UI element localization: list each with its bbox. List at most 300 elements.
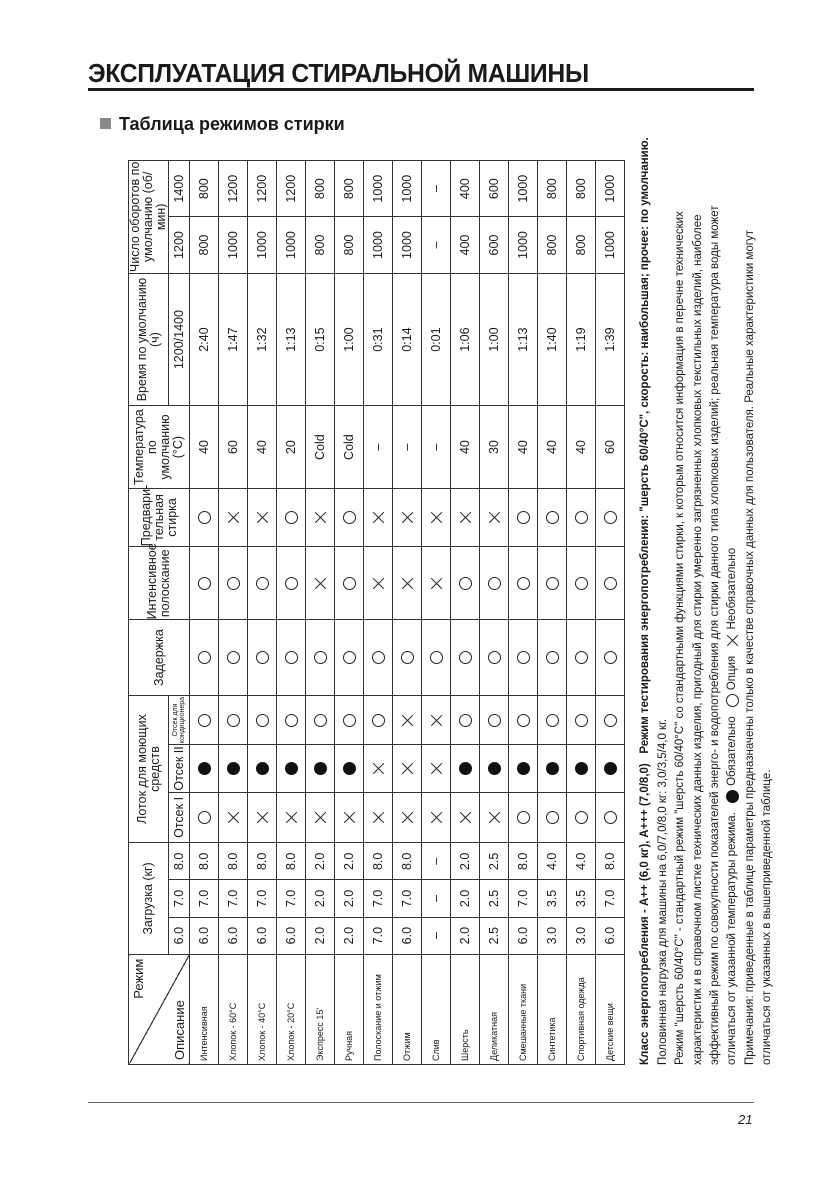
- footer-divider: [88, 1102, 754, 1103]
- option-icon: [546, 714, 559, 727]
- page-title: ЭКСПЛУАТАЦИЯ СТИРАЛЬНОЙ МАШИНЫ: [88, 58, 589, 88]
- option-icon: [459, 714, 472, 727]
- delay-cell: [277, 620, 306, 695]
- intensive-rinse-cell: [306, 547, 335, 620]
- spin-cell: –: [422, 161, 451, 217]
- spin-cell: 1000: [393, 161, 422, 217]
- not-needed-icon: [256, 511, 269, 524]
- option-icon: [488, 714, 501, 727]
- not-needed-icon: [430, 511, 443, 524]
- spin-cell: 1000: [219, 217, 248, 273]
- required-icon: [575, 762, 588, 775]
- option-icon: [285, 511, 298, 524]
- spin-cell: 800: [190, 161, 219, 217]
- energy-line: [637, 137, 654, 1065]
- delay-cell: [364, 620, 393, 695]
- table-row: [596, 161, 625, 1065]
- mode-name-cell: Деликатная: [480, 954, 509, 1064]
- load-cell: 8.0: [364, 843, 393, 880]
- not-needed-icon: [430, 811, 443, 824]
- option-icon: [285, 651, 298, 664]
- mode-name-cell: Хлопок - 40°C: [248, 954, 277, 1064]
- time-cell: 2:40: [190, 273, 219, 406]
- not-needed-icon: [227, 811, 240, 824]
- required-icon: [227, 762, 240, 775]
- prewash-cell: [451, 488, 480, 547]
- required-icon: [488, 762, 501, 775]
- mode-name-cell: Экспресс 15': [306, 954, 335, 1064]
- load-cell: 2.5: [480, 917, 509, 954]
- option-icon: [517, 714, 530, 727]
- option-icon: [604, 577, 617, 590]
- load-cell: 6.0: [219, 917, 248, 954]
- load-cell: 6.0: [393, 917, 422, 954]
- compartment1-cell: [509, 792, 538, 843]
- table-row: [190, 161, 219, 1065]
- not-needed-icon: [430, 714, 443, 727]
- delay-cell: [509, 620, 538, 695]
- compartment1-cell: [364, 792, 393, 843]
- spin-cell: 800: [306, 161, 335, 217]
- temperature-cell: 60: [219, 406, 248, 488]
- delay-cell: [480, 620, 509, 695]
- spin-cell: 1200: [248, 161, 277, 217]
- softener-cell: [567, 695, 596, 745]
- option-icon: [517, 577, 530, 590]
- mode-name-cell: Отжим: [393, 954, 422, 1064]
- delay-cell: [393, 620, 422, 695]
- mode-header-label: Режим: [131, 958, 146, 999]
- intensive-rinse-cell: [248, 547, 277, 620]
- time-cell: 0:31: [364, 273, 393, 406]
- delay-cell: [422, 620, 451, 695]
- required-icon: [314, 762, 327, 775]
- option-icon: [575, 714, 588, 727]
- rotated-content: [128, 137, 774, 1065]
- spin-cell: 800: [538, 217, 567, 273]
- spin-cell: 1000: [393, 217, 422, 273]
- load-cell: 7.0: [190, 880, 219, 917]
- table-row: [451, 161, 480, 1065]
- spin-col-header: 1400: [169, 161, 190, 217]
- softener-cell: [480, 695, 509, 745]
- required-icon: [256, 762, 269, 775]
- not-needed-icon: [372, 811, 385, 824]
- not-needed-icon: [256, 811, 269, 824]
- compartment2-cell: [480, 745, 509, 792]
- softener-cell: [538, 695, 567, 745]
- option-icon: [256, 577, 269, 590]
- option-icon: [575, 577, 588, 590]
- load-cell: 7.0: [364, 880, 393, 917]
- section-title: [100, 114, 345, 135]
- option-icon: [256, 714, 269, 727]
- compartment2-cell: [538, 745, 567, 792]
- spin-cell: 400: [451, 161, 480, 217]
- load-cell: 6.0: [596, 917, 625, 954]
- mode-name-cell: Интенсивная: [190, 954, 219, 1064]
- option-icon: [488, 577, 501, 590]
- option-icon: [575, 651, 588, 664]
- temperature-cell: –: [393, 406, 422, 488]
- softener-cell: [509, 695, 538, 745]
- option-icon: [546, 811, 559, 824]
- intensive-rinse-cell: [596, 547, 625, 620]
- load-cell: 2.0: [306, 843, 335, 880]
- option-icon: [314, 714, 327, 727]
- required-icon: [726, 790, 739, 803]
- softener-cell: [335, 695, 364, 745]
- energy-class: Класс энергопотребления - A++ (6,0 кг), A+++ (7,0/8,0): [639, 763, 652, 1065]
- compartment2-cell: [219, 745, 248, 792]
- option-icon: [198, 714, 211, 727]
- option-icon: [575, 811, 588, 824]
- not-needed-icon: [488, 811, 501, 824]
- load-col-header: 6.0: [169, 917, 190, 954]
- load-cell: 8.0: [248, 843, 277, 880]
- not-needed-icon: [459, 511, 472, 524]
- intensive-rinse-cell: [364, 547, 393, 620]
- time-cell: 0:15: [306, 273, 335, 406]
- load-cell: 6.0: [277, 917, 306, 954]
- load-cell: 3.0: [538, 917, 567, 954]
- softener-header: Отсек для кондиционера: [169, 695, 190, 745]
- not-needed-icon: [285, 811, 298, 824]
- prewash-cell: [219, 488, 248, 547]
- load-cell: 2.0: [451, 917, 480, 954]
- cotton-note-end: отличаться от указанной температуры режима.: [726, 812, 739, 1065]
- required-icon: [546, 762, 559, 775]
- section-title-text: Таблица режимов стирки: [119, 114, 345, 134]
- temperature-cell: Cold: [306, 406, 335, 488]
- softener-cell: [248, 695, 277, 745]
- option-icon: [285, 577, 298, 590]
- table-row: [335, 161, 364, 1065]
- prewash-cell: [596, 488, 625, 547]
- table-row: [509, 161, 538, 1065]
- load-col-header: 7.0: [169, 880, 190, 917]
- spin-cell: 600: [480, 161, 509, 217]
- option-icon: [227, 577, 240, 590]
- option-icon: [401, 651, 414, 664]
- remark-line: Примечания: приведенные в таблице параметры предназначены только в качестве справочных данных для пользователя. Реальные характеристики могут: [743, 230, 756, 1065]
- load-cell: 2.0: [306, 880, 335, 917]
- mode-name-cell: Слив: [422, 954, 451, 1064]
- option-icon: [546, 511, 559, 524]
- spin-cell: –: [422, 217, 451, 273]
- load-cell: 2.5: [480, 880, 509, 917]
- compartment1-cell: [393, 792, 422, 843]
- not-needed-icon: [430, 577, 443, 590]
- time-cell: 1:47: [219, 273, 248, 406]
- load-header: Загрузка (кг): [129, 843, 169, 954]
- not-needed-icon: [401, 762, 414, 775]
- legend-line: [724, 160, 741, 1065]
- required-icon: [285, 762, 298, 775]
- mode-name-cell: Хлопок - 60°C: [219, 954, 248, 1064]
- not-needed-icon: [227, 511, 240, 524]
- spin-cell: 800: [538, 161, 567, 217]
- option-icon: [546, 577, 559, 590]
- spin-cell: 800: [190, 217, 219, 273]
- intensive-rinse-cell: [451, 547, 480, 620]
- load-cell: 7.0: [509, 880, 538, 917]
- not-needed-icon: [314, 511, 327, 524]
- spin-cell: 1000: [364, 217, 393, 273]
- compartment2-cell: [451, 745, 480, 792]
- option-icon: [198, 811, 211, 824]
- compartment1-cell: [190, 792, 219, 843]
- prewash-cell: [364, 488, 393, 547]
- time-cell: 1:00: [480, 273, 509, 406]
- not-needed-icon: [372, 577, 385, 590]
- not-needed-icon: [372, 511, 385, 524]
- required-icon: [343, 762, 356, 775]
- option-icon: [372, 651, 385, 664]
- wash-modes-table: [128, 160, 625, 1065]
- load-cell: 8.0: [509, 843, 538, 880]
- time-cell: 1:40: [538, 273, 567, 406]
- load-cell: 4.0: [567, 843, 596, 880]
- mode-name-cell: Детские вещи: [596, 954, 625, 1064]
- compartment2-cell: [393, 745, 422, 792]
- time-cell: 0:01: [422, 273, 451, 406]
- delay-cell: [538, 620, 567, 695]
- table-row: [248, 161, 277, 1065]
- mode-name-cell: Смешанные ткани: [509, 954, 538, 1064]
- compartment2-cell: [364, 745, 393, 792]
- intensive-rinse-cell: [393, 547, 422, 620]
- option-icon: [575, 511, 588, 524]
- delay-cell: [451, 620, 480, 695]
- spin-cell: 1000: [596, 217, 625, 273]
- load-cell: 7.0: [596, 880, 625, 917]
- compartment2-cell: [567, 745, 596, 792]
- temperature-cell: 40: [190, 406, 219, 488]
- delay-cell: [596, 620, 625, 695]
- mode-name-cell: Синтетика: [538, 954, 567, 1064]
- compartment1-cell: [451, 792, 480, 843]
- time-cell: 1:13: [277, 273, 306, 406]
- spin-cell: 800: [567, 217, 596, 273]
- compartment2-cell: [596, 745, 625, 792]
- option-icon: [604, 651, 617, 664]
- table-row: [219, 161, 248, 1065]
- softener-cell: [422, 695, 451, 745]
- option-icon: [198, 651, 211, 664]
- temperature-cell: Cold: [335, 406, 364, 488]
- compartment2-header: Отсек II: [169, 745, 190, 792]
- intensive-rinse-header: Интенсивное полоскание: [129, 547, 190, 620]
- load-cell: 7.0: [277, 880, 306, 917]
- time-cell: 1:19: [567, 273, 596, 406]
- option-icon: [343, 714, 356, 727]
- table-row: [538, 161, 567, 1065]
- intensive-rinse-cell: [219, 547, 248, 620]
- not-needed-icon: [401, 811, 414, 824]
- softener-cell: [306, 695, 335, 745]
- compartment1-cell: [538, 792, 567, 843]
- option-icon: [256, 651, 269, 664]
- option-icon: [604, 811, 617, 824]
- temperature-cell: 40: [538, 406, 567, 488]
- cotton-note-line: эффективный режим по совокупности показателей энерго- и водопотребления для стирки данного типа хлопковых изделий; реальная температура воды может: [709, 205, 721, 1065]
- option-icon: [488, 651, 501, 664]
- legend-required: Обязательно: [726, 716, 739, 786]
- half-load-note: Половинная нагрузка для машины на 6,0/7,0/8,0 кг: 3,0/3,5/4,0 кг.: [656, 718, 669, 1065]
- temperature-cell: 40: [451, 406, 480, 488]
- delay-cell: [567, 620, 596, 695]
- compartment1-cell: [219, 792, 248, 843]
- bullet-square-icon: [100, 118, 111, 129]
- option-icon: [459, 577, 472, 590]
- mode-name-cell: Хлопок - 20°C: [277, 954, 306, 1064]
- load-cell: 2.0: [335, 843, 364, 880]
- load-col-header: 8.0: [169, 843, 190, 880]
- load-cell: 8.0: [277, 843, 306, 880]
- load-cell: 6.0: [509, 917, 538, 954]
- spin-cell: 400: [451, 217, 480, 273]
- required-icon: [604, 762, 617, 775]
- load-cell: –: [422, 917, 451, 954]
- softener-cell: [451, 695, 480, 745]
- table-row: [277, 161, 306, 1065]
- option-icon: [372, 714, 385, 727]
- load-cell: 8.0: [393, 843, 422, 880]
- load-cell: 7.0: [364, 917, 393, 954]
- not-needed-icon: [314, 811, 327, 824]
- option-icon: [314, 651, 327, 664]
- option-icon: [343, 577, 356, 590]
- mode-name-cell: Спортивная одежда: [567, 954, 596, 1064]
- spin-cell: 1000: [277, 217, 306, 273]
- compartment1-cell: [422, 792, 451, 843]
- not-needed-icon: [488, 511, 501, 524]
- option-icon: [546, 651, 559, 664]
- compartment1-cell: [480, 792, 509, 843]
- load-cell: 2.0: [335, 880, 364, 917]
- load-cell: 3.5: [567, 880, 596, 917]
- load-cell: 7.0: [248, 880, 277, 917]
- prewash-cell: [538, 488, 567, 547]
- spin-cell: 800: [335, 161, 364, 217]
- load-cell: 8.0: [219, 843, 248, 880]
- load-cell: 7.0: [219, 880, 248, 917]
- temperature-cell: 30: [480, 406, 509, 488]
- spin-cell: 800: [306, 217, 335, 273]
- option-icon: [604, 511, 617, 524]
- option-icon: [198, 511, 211, 524]
- temperature-header: Температура по умолчанию (°C): [129, 406, 190, 488]
- load-cell: 2.5: [480, 843, 509, 880]
- table-row: [480, 161, 509, 1065]
- option-icon: [459, 651, 472, 664]
- compartment1-cell: [596, 792, 625, 843]
- not-needed-icon: [343, 811, 356, 824]
- delay-cell: [248, 620, 277, 695]
- time-cell: 0:14: [393, 273, 422, 406]
- prewash-cell: [306, 488, 335, 547]
- compartment2-cell: [509, 745, 538, 792]
- temperature-cell: 40: [509, 406, 538, 488]
- compartment2-cell: [422, 745, 451, 792]
- time-cell: 1:00: [335, 273, 364, 406]
- table-row: [422, 161, 451, 1065]
- prewash-cell: [190, 488, 219, 547]
- table-row: [567, 161, 596, 1065]
- required-icon: [517, 762, 530, 775]
- description-header-label: Описание: [171, 1000, 187, 1060]
- prewash-cell: [393, 488, 422, 547]
- prewash-header: Предвари- тельная стирка: [129, 488, 190, 547]
- table-row: [364, 161, 393, 1065]
- temperature-cell: 40: [567, 406, 596, 488]
- time-cell: 1:32: [248, 273, 277, 406]
- temperature-cell: 60: [596, 406, 625, 488]
- load-cell: 7.0: [393, 880, 422, 917]
- delay-cell: [306, 620, 335, 695]
- option-icon: [726, 694, 739, 707]
- intensive-rinse-cell: [277, 547, 306, 620]
- delay-cell: [219, 620, 248, 695]
- intensive-rinse-cell: [422, 547, 451, 620]
- required-icon: [459, 762, 472, 775]
- not-needed-icon: [401, 714, 414, 727]
- load-cell: 8.0: [596, 843, 625, 880]
- prewash-cell: [567, 488, 596, 547]
- load-cell: –: [422, 843, 451, 880]
- compartment1-cell: [248, 792, 277, 843]
- load-cell: 8.0: [190, 843, 219, 880]
- spin-col-header: 1200: [169, 217, 190, 273]
- test-mode: Режим тестирования энергопотребления: "шерсть 60/40°C", скорость: наибольшая; прочее: по умолчанию.: [639, 137, 652, 754]
- load-cell: 2.0: [451, 880, 480, 917]
- compartment2-cell: [277, 745, 306, 792]
- spin-cell: 1200: [219, 161, 248, 217]
- compartment1-cell: [306, 792, 335, 843]
- option-icon: [430, 651, 443, 664]
- spin-cell: 800: [335, 217, 364, 273]
- not-needed-icon: [372, 762, 385, 775]
- option-icon: [285, 714, 298, 727]
- legend-unneeded: Необязательно: [726, 547, 739, 630]
- softener-cell: [364, 695, 393, 745]
- softener-cell: [277, 695, 306, 745]
- temperature-cell: –: [364, 406, 393, 488]
- option-icon: [517, 511, 530, 524]
- load-cell: 6.0: [248, 917, 277, 954]
- load-cell: 2.0: [451, 843, 480, 880]
- load-cell: 6.0: [190, 917, 219, 954]
- time-cell: 1:06: [451, 273, 480, 406]
- not-needed-icon: [314, 577, 327, 590]
- prewash-cell: [509, 488, 538, 547]
- softener-cell: [393, 695, 422, 745]
- spin-cell: 800: [567, 161, 596, 217]
- compartment2-cell: [248, 745, 277, 792]
- delay-cell: [190, 620, 219, 695]
- cotton-note-line: Режим "шерсть 60/40°C" - стандартный режим "шерсть 60/40°C" со стандартными функциями стирки, к которым относится информация в перечне технических: [674, 211, 687, 1065]
- compartment1-cell: [567, 792, 596, 843]
- table-row: [306, 161, 335, 1065]
- option-icon: [227, 714, 240, 727]
- option-icon: [517, 811, 530, 824]
- not-needed-icon: [401, 511, 414, 524]
- mode-description-header: [129, 954, 190, 1064]
- spin-header: Число оборотов по умолчанию (об/мин): [128, 161, 169, 273]
- softener-cell: [219, 695, 248, 745]
- temperature-cell: –: [422, 406, 451, 488]
